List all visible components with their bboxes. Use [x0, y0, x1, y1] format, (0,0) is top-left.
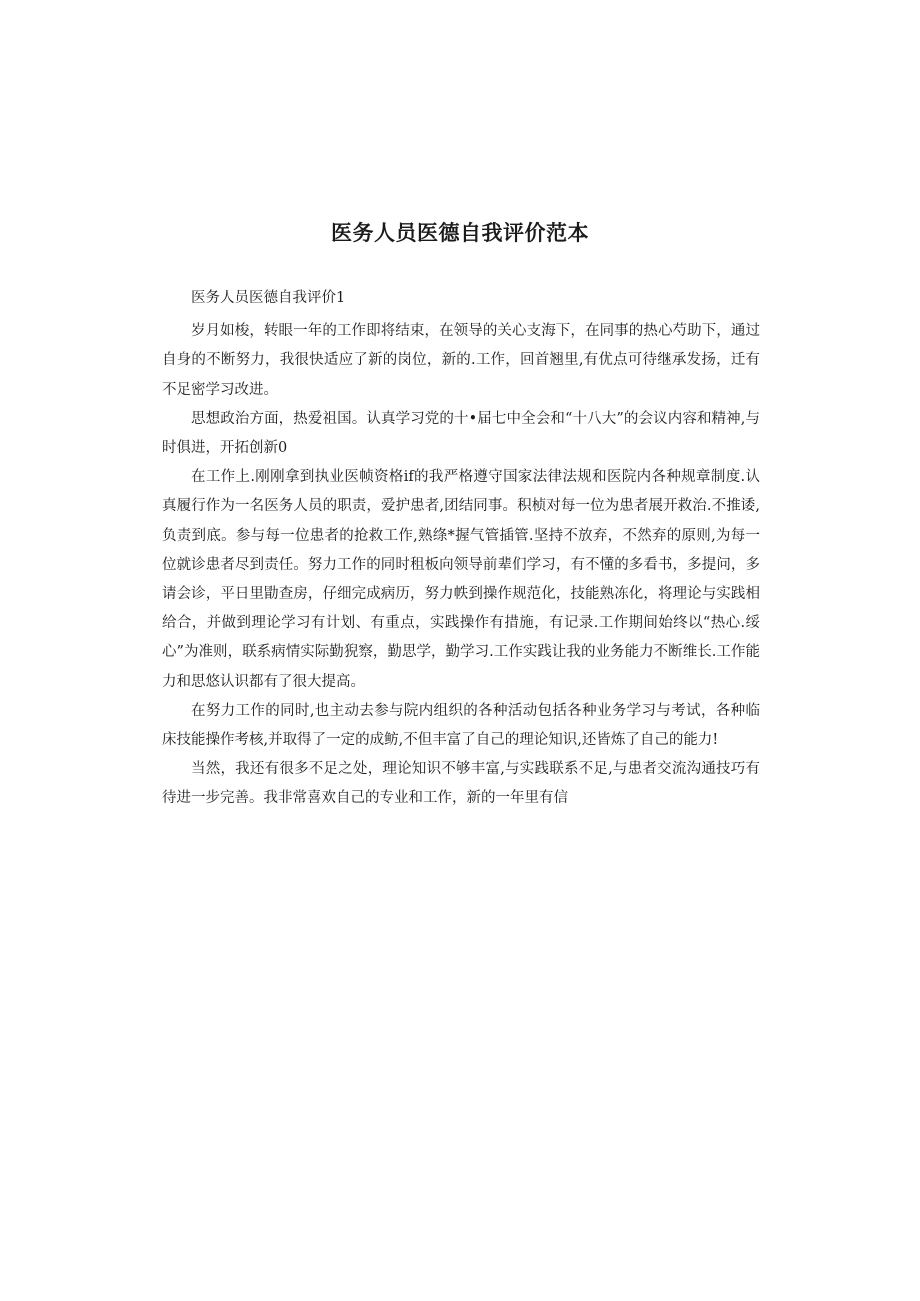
paragraph-politics: 思想政治方面，热爱祖国。认真学习党的十•届七中全会和“十八大”的会议内容和精神,与时俱进，开拓创新0 [162, 410, 760, 457]
paragraph-shortcomings: 当然，我还有很多不足之处，理论知识不够丰富,与实践联系不足,与患者交流沟通技巧有待进一步完善。我非常喜欢自己的专业和工作，新的一年里有信 [162, 761, 760, 807]
document-title: 医务人员医德自我评价范本 [331, 221, 589, 245]
paragraph-work: 在工作上.刚刚拿到执业医帧资格if的我严格遵守国家法律法规和医院内各种规章制度.认真履行作为一名医务人员的职责，爱护患者,团结同事。积桢对每一位为患者展开救治.不推诿,负责到底。参与每一位患者的抢救工作,熟绦*握气管插管.坚持不放弃，不然弃的原则,为每一位就诊患者尽到责任。努力工作的同时租板向领导前辈们学习，有不懂的多看书，多提问，多请会诊，平日里勖查房，仔细完成病历，努力帙到操作规范化，技能熟冻化，将理论与实践相给合，并做到理论学习有计划、有重点，实践操作有措施，有记录.工作期间始终以“热心.绥心”为准则，联系病情实际勤猊察，勤思学，勤学习.工作实践让我的业务能力不断维长.工作能力和思悠认识都有了很大提高。 [162, 469, 760, 690]
paragraph-intro: 岁月如梭，转眼一年的工作即将结束，在领导的关心支海下，在同事的热心芍助下，通过自身的不断努力，我很快适应了新的岗位，新的.工作，回首翘里,有优点可待继承发扬，迁有不足密学习改进。 [162, 323, 760, 398]
section-heading: 医务人员医德自我评价1 [191, 290, 346, 306]
paragraph-activities: 在努力工作的同时,也主动去参与院内组织的各种活动包括各种业务学习与考试，各种临床技能操作考核,并取得了一定的成鲂,不但丰富了自己的理论知识,还皆炼了自己的能力! [162, 702, 760, 749]
document-body [162, 284, 760, 814]
